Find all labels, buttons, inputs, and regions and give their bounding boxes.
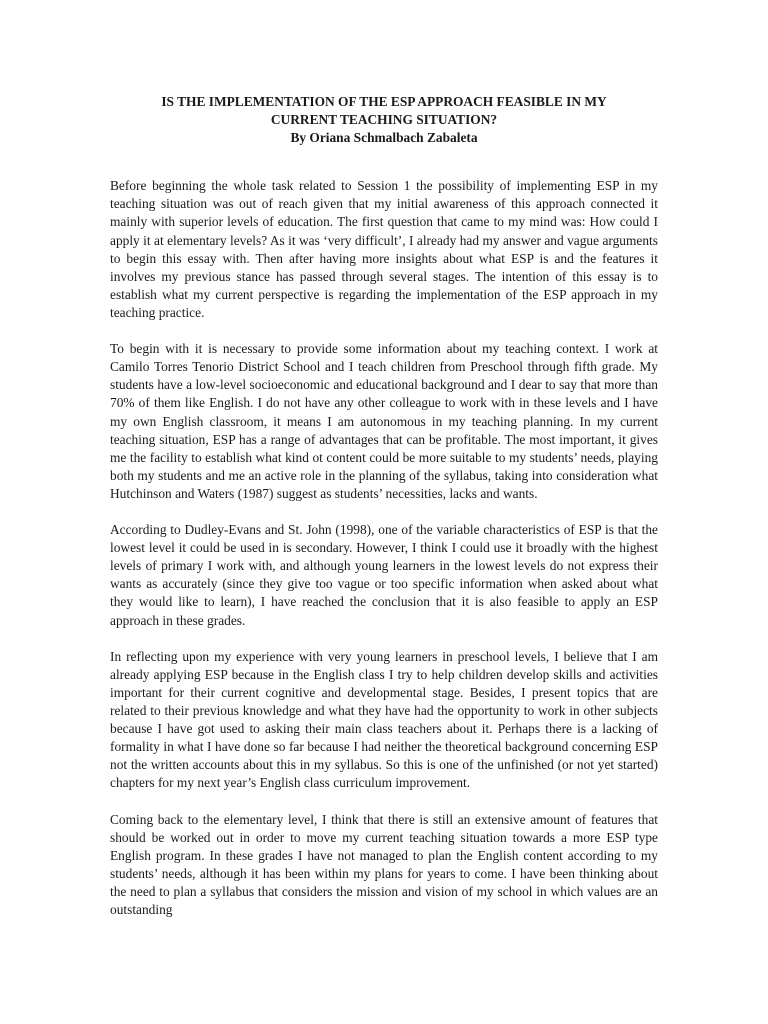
paragraph-1: Before beginning the whole task related to Session 1 the possibility of implementing ESP in my teaching situation was out of reach given that my initial awareness of this approach connected it mainly with superior levels of education. The first question that came to my mind was: How could I apply it at elementary levels? As it was ‘very difficult’, I already had my answer and vague arguments to begin this essay with. Then after having more insights about what ESP is and the features it involves my previous stance has passed through several stages. The intention of this essay is to establish what my current perspective is regarding the implementation of the ESP approach in my teaching practice. [110,178,658,320]
paragraph-spacing [110,322,658,340]
paragraph-3: According to Dudley-Evans and St. John (1998), one of the variable characteristics of ESP is that the lowest level it could be used in is secondary. However, I think I could use it broadly with the highest levels of primary I work with, and although young learners in the lowest levels do not express their wants as accurately (since they give too vague or too specific information when asked about what they would like to learn), I have reached the conclusion that it is also feasible to apply an ESP approach in these grades. [110,522,658,628]
paragraph-4: In reflecting upon my experience with very young learners in preschool levels, I believe that I am already applying ESP because in the English class I try to help children develop skills and activities important for their current cognitive and developmental stage. Besides, I present topics that are related to their previous knowledge and what they have had the opportunity to work in other subjects because I have got used to asking their main class teachers about it. Perhaps there is a lacking of formality in what I have done so far because I had neither the theoretical background concerning ESP not the written accounts about this in my syllabus. So this is one of the unfinished (or not yet started) chapters for my next year’s English class curriculum improvement. [110,648,658,791]
paragraph-spacing [110,503,658,521]
essay-title [110,93,658,147]
author-byline: By Oriana Schmalbach Zabaleta [290,130,478,146]
title-line-1: IS THE IMPLEMENTATION OF THE ESP APPROACH FEASIBLE IN MY [161,94,607,109]
paragraph-spacing [110,630,658,648]
paragraph-5: Coming back to the elementary level, I think that there is still an extensive amount of features that should be worked out in order to move my current teaching situation towards a more ESP type English program. In these grades I have not managed to plan the English content according to my students’ needs, although it has been within my plans for years to come. I have been thinking about the need to plan a syllabus that considers the mission and vision of my school in which values are an outstanding [110,811,658,918]
paragraph-spacing [110,792,658,810]
title-line-2: CURRENT TEACHING SITUATION? [270,112,498,128]
document-body [110,93,658,919]
title-spacing [110,147,658,177]
paragraph-2: To begin with it is necessary to provide some information about my teaching context. I work at Camilo Torres Tenorio District School and I teach children from Preschool through fifth grade. My students have a low-level socioeconomic and educational background and I dear to say that more than 70% of them like English. I do not have any other colleague to work with in these levels and I have my own English classroom, it means I am autonomous in my teaching planning. In my current teaching situation, ESP has a range of advantages that can be profitable. The most important, it gives me the facility to establish what kind ot content could be more suitable to my students’ needs, playing both my students and me an active role in the planning of the syllabus, taking into consideration what Hutchinson and Waters (1987) suggest as students’ necessities, lacks and wants. [110,341,658,501]
